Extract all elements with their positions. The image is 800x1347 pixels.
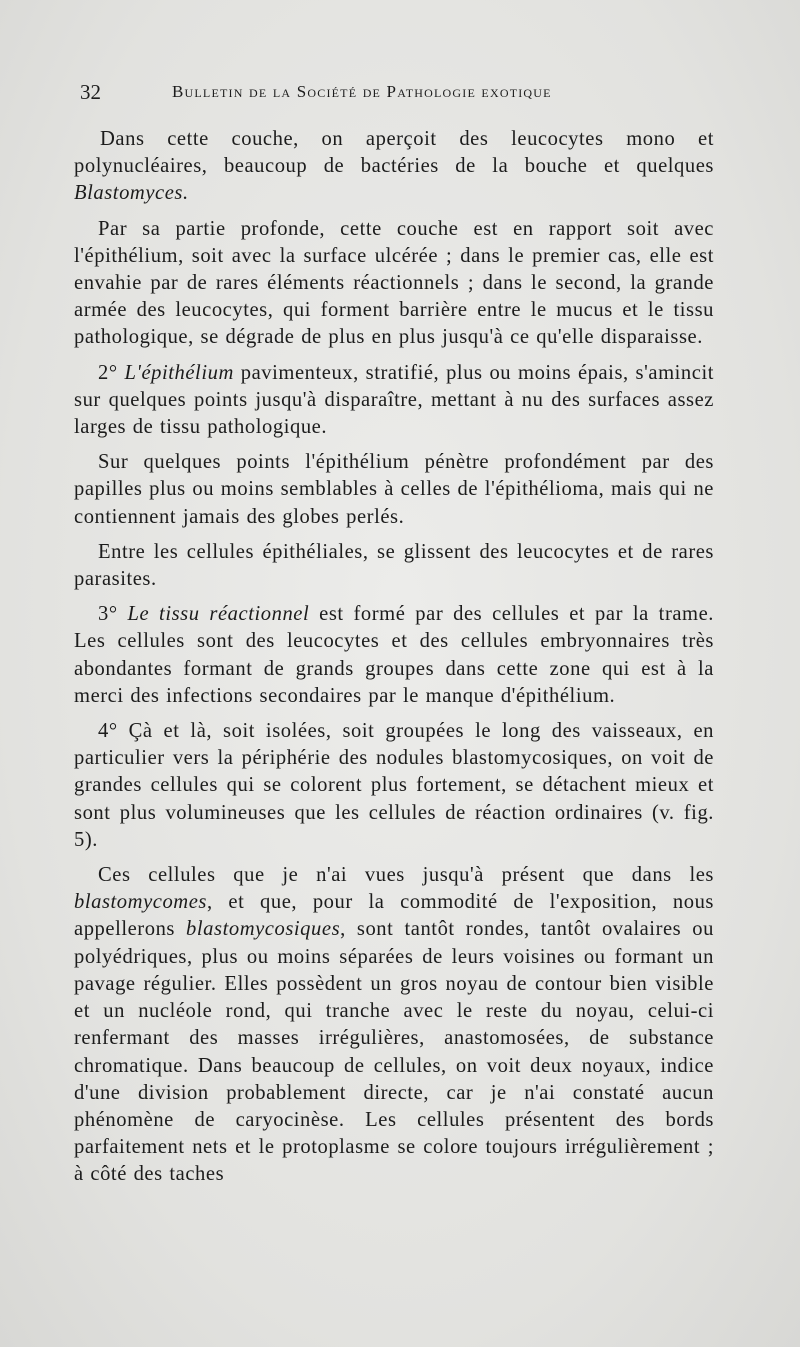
italic-run: Blastomyces. — [74, 182, 189, 205]
text-run: Par sa partie profonde, cette couche est en rapport soit avec l'épithélium, soit avec la surface ulcérée ; dans le premier cas, elle est envahie par de rares éléments réactionnels ; dans le second, la grande armée des leucocytes, qui forment barrière entre le mucus et le tissu pathologique, se dégrade de plus en plus jusqu'à ce qu'elle disparaisse. — [74, 217, 714, 349]
paragraph — [74, 718, 714, 854]
body-text — [74, 126, 714, 1189]
text-run: Sur quelques points l'épithélium pénètre profondément par des papilles plus ou moins semblables à celles de l'épithélioma, mais qui ne contiennent jamais des globes perlés. — [74, 451, 714, 528]
text-run: 2° — [98, 361, 125, 384]
paragraph — [74, 862, 714, 1188]
italic-run: blastomycosiques — [186, 918, 341, 941]
text-run: pavimenteux, stratifié, plus ou moins épais, s'amincit sur quelques points jusqu'à disparaître, mettant à nu des surfaces assez larges de tissu pathologique. — [74, 361, 714, 439]
text-run: Dans cette couche, on aperçoit des leucocytes mono et polynucléaires, beaucoup de bactéries de la bouche et quelques — [74, 128, 714, 178]
paragraph — [74, 449, 714, 531]
text-run: Ces cellules que je n'ai vues jusqu'à présent que dans les — [98, 864, 714, 887]
text-run: Entre les cellules épithéliales, se glissent des leucocytes et de rares parasites. — [74, 540, 714, 591]
page-header — [80, 80, 720, 110]
paragraph — [74, 539, 714, 593]
italic-run: blastomycomes — [74, 891, 207, 914]
paragraph — [74, 601, 714, 710]
italic-run: L'épithélium — [124, 361, 234, 384]
text-run: , et que, pour la commodité de l'exposition, nous appellerons — [74, 891, 714, 941]
text-run: 3° — [98, 603, 128, 626]
paragraph — [74, 360, 714, 442]
paragraph — [74, 216, 714, 352]
paragraph — [74, 126, 714, 208]
text-run: 4° Çà et là, soit isolées, soit groupées le long des vaisseaux, en particulier vers la périphérie des nodules blastomycosiques, on voit de grandes cellules qui se colorent plus fortement, se détachent mieux et sont plus volumineuses que les cellules de réaction ordinaires (v. fig. 5). — [74, 720, 714, 851]
text-run: , sont tantôt rondes, tantôt ovalaires ou polyédriques, plus ou moins séparées de leurs voisines ou formant un pavage régulier. Elles possèdent un gros noyau de contour bien visible et un nucléole rond, qui tranche avec le reste du noyau, celui-ci renfermant des masses irrégulières, anastomosées, de substance chromatique. Dans beaucoup de cellules, on voit deux noyaux, indice d'une division probablement directe, car je n'ai constaté aucun phénomène de caryocinèse. Les cellules présentent des bords parfaitement nets et le protoplasme se colore toujours irrégulièrement ; à côté des taches — [74, 918, 714, 1186]
text-run: est formé par des cellules et par la trame. Les cellules sont des leucocytes et des cellules embryonnaires très abondantes formant de grands groupes dans cette zone qui est à la merci des infections secondaires par le manque d'épithélium. — [74, 603, 714, 707]
page-number: 32 — [80, 80, 101, 104]
italic-run: Le tissu réactionnel — [127, 603, 310, 626]
running-title: Bulletin de la Société de Pathologie exotique — [172, 82, 552, 101]
